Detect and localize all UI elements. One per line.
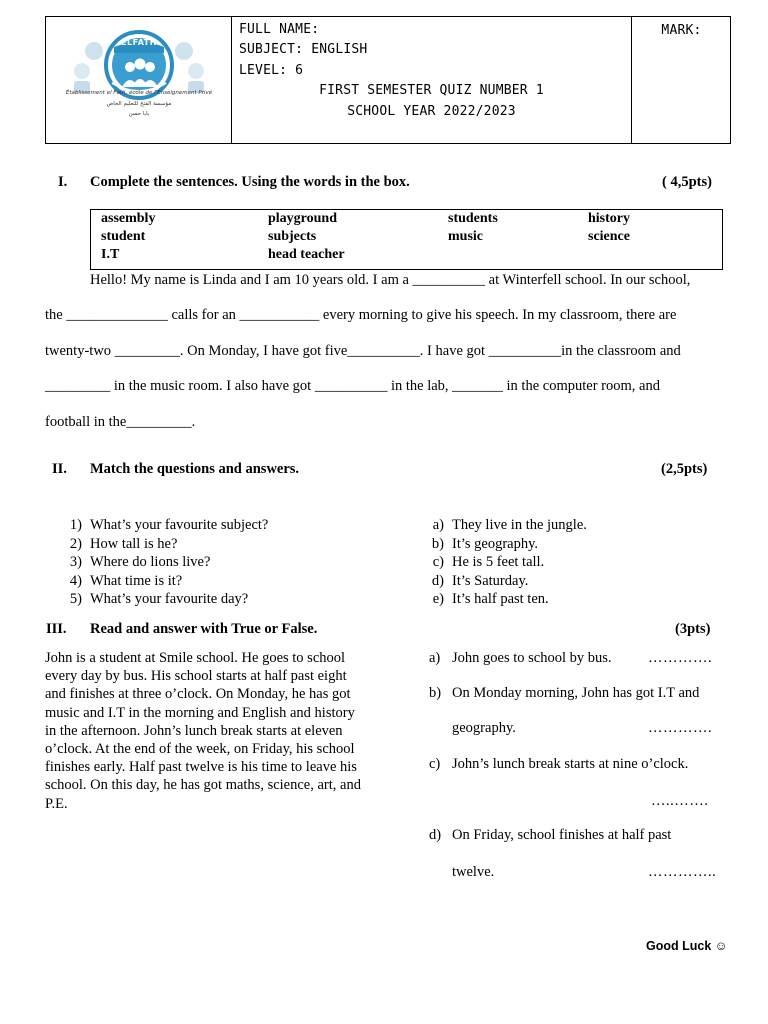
list-item [422, 554, 587, 573]
list-item [60, 554, 268, 573]
header-table [45, 16, 731, 144]
word: playground [268, 211, 337, 226]
logo-caption-arabic-2: بابا حسن [128, 111, 150, 117]
section1-numeral: I. [58, 174, 68, 190]
section1-title: Complete the sentences. Using the words in the box. [90, 174, 410, 190]
statement-a-answer-blank[interactable]: …………. [648, 650, 713, 666]
logo-caption-french: Établissement el Fath, école de l'Enseignement Privé [65, 90, 213, 96]
statement-b-letter: b) [429, 685, 442, 701]
item-number: 1) [69, 517, 82, 533]
section2-numeral: II. [52, 461, 67, 477]
mark-label: MARK: [661, 23, 702, 38]
word: music [448, 229, 483, 244]
list-item [60, 591, 268, 610]
section3-title: Read and answer with True or False. [90, 621, 318, 637]
mark-cell [631, 17, 731, 143]
list-item [60, 517, 268, 536]
section3-numeral: III. [46, 621, 67, 637]
list-item [422, 536, 587, 555]
section3-points: (3pts) [675, 621, 711, 637]
list-item [422, 591, 587, 610]
statement-c-answer-blank[interactable]: …..……. [651, 793, 709, 809]
fill-in-line-2: the ______________ calls for an ___________ every morning to give his speech. In my classroom, there are [45, 307, 677, 323]
list-item [60, 573, 268, 592]
item-letter: b) [431, 535, 444, 552]
statement-b-answer-blank[interactable]: …………. [648, 720, 713, 736]
word-box [90, 209, 723, 270]
list-item [422, 517, 587, 536]
statement-a-letter: a) [429, 650, 441, 666]
reading-passage: John is a student at Smile school. He goes to school every day by bus. His school starts at half past eight and finishes at three o’clock. On Monday, he has got music and I.T in the morning and English and history in the afternoon. John’s lunch break starts at eleven o’clock. At the end of the week, on Friday, his school finishes early. Half past twelve is his time to leave his school. On this day, he has got maths, science, art, and P.E. [45, 650, 361, 812]
item-number: 5) [69, 591, 82, 607]
item-number: 2) [69, 535, 82, 552]
question-text: What’s your favourite subject? [90, 517, 269, 533]
fill-in-line-4: _________ in the music room. I also have got __________ in the lab, _______ in the computer room, and [45, 378, 660, 394]
item-number: 4) [69, 572, 82, 589]
section2-title: Match the questions and answers. [90, 461, 300, 477]
statement-b-text: On Monday morning, John has got I.T and [452, 685, 700, 701]
logo-cell [46, 17, 232, 143]
word: students [448, 211, 498, 226]
word: head teacher [268, 247, 345, 262]
answer-text: It’s geography. [452, 535, 539, 552]
word: science [588, 229, 630, 244]
word: subjects [268, 229, 317, 244]
questions-list [60, 517, 268, 610]
answers-list [422, 517, 587, 610]
word: history [588, 211, 630, 226]
statement-b-text-cont: geography. [452, 720, 516, 736]
fill-in-line-5: football in the_________. [45, 414, 196, 430]
level-label: LEVEL: 6 [239, 63, 304, 78]
statement-d-letter: d) [429, 827, 442, 843]
statement-c-text: John’s lunch break starts at nine o’clock. [452, 756, 689, 772]
logo-caption-arabic-1: مؤسسة الفتح للتعليم الخاص [106, 101, 172, 107]
section1-points: ( 4,5pts) [662, 174, 712, 190]
quiz-title: FIRST SEMESTER QUIZ NUMBER 1 [319, 83, 544, 98]
question-text: What’s your favourite day? [90, 591, 249, 607]
school-year: SCHOOL YEAR 2022/2023 [347, 104, 516, 119]
full-name-label: FULL NAME: [239, 22, 320, 37]
answer-text: It’s Saturday. [452, 572, 529, 589]
word: student [101, 229, 146, 244]
item-number: 3) [69, 554, 82, 570]
word: I.T [101, 247, 120, 262]
item-letter: c) [432, 554, 444, 570]
logo-text: ELFATH [121, 38, 157, 47]
statement-d-text-cont: twelve. [452, 864, 495, 880]
item-letter: d) [431, 572, 444, 589]
good-luck-message: Good Luck ☺ [646, 939, 728, 953]
question-text: What time is it? [90, 572, 183, 589]
answer-text: He is 5 feet tall. [452, 554, 545, 570]
fill-in-line-3: twenty-two _________. On Monday, I have got five__________. I have got __________in the classroom and [45, 343, 681, 359]
word: assembly [101, 211, 156, 226]
subject-label: SUBJECT: ENGLISH [239, 42, 368, 57]
section2-points: (2,5pts) [661, 461, 708, 477]
item-letter: a) [432, 517, 444, 533]
statement-a-text: John goes to school by bus. [452, 650, 612, 666]
statement-d-answer-blank[interactable]: ………….. [648, 864, 717, 880]
statement-d-text: On Friday, school finishes at half past [452, 827, 672, 843]
question-text: Where do lions live? [90, 554, 211, 570]
question-text: How tall is he? [90, 535, 178, 552]
answer-text: They live in the jungle. [452, 517, 587, 533]
answer-text: It’s half past ten. [452, 591, 549, 607]
item-letter: e) [432, 591, 444, 607]
list-item [422, 573, 587, 592]
list-item [60, 536, 268, 555]
fill-in-line-1: Hello! My name is Linda and I am 10 years old. I am a __________ at Winterfell school. In our school, [90, 272, 691, 288]
statement-c-letter: c) [429, 756, 441, 772]
